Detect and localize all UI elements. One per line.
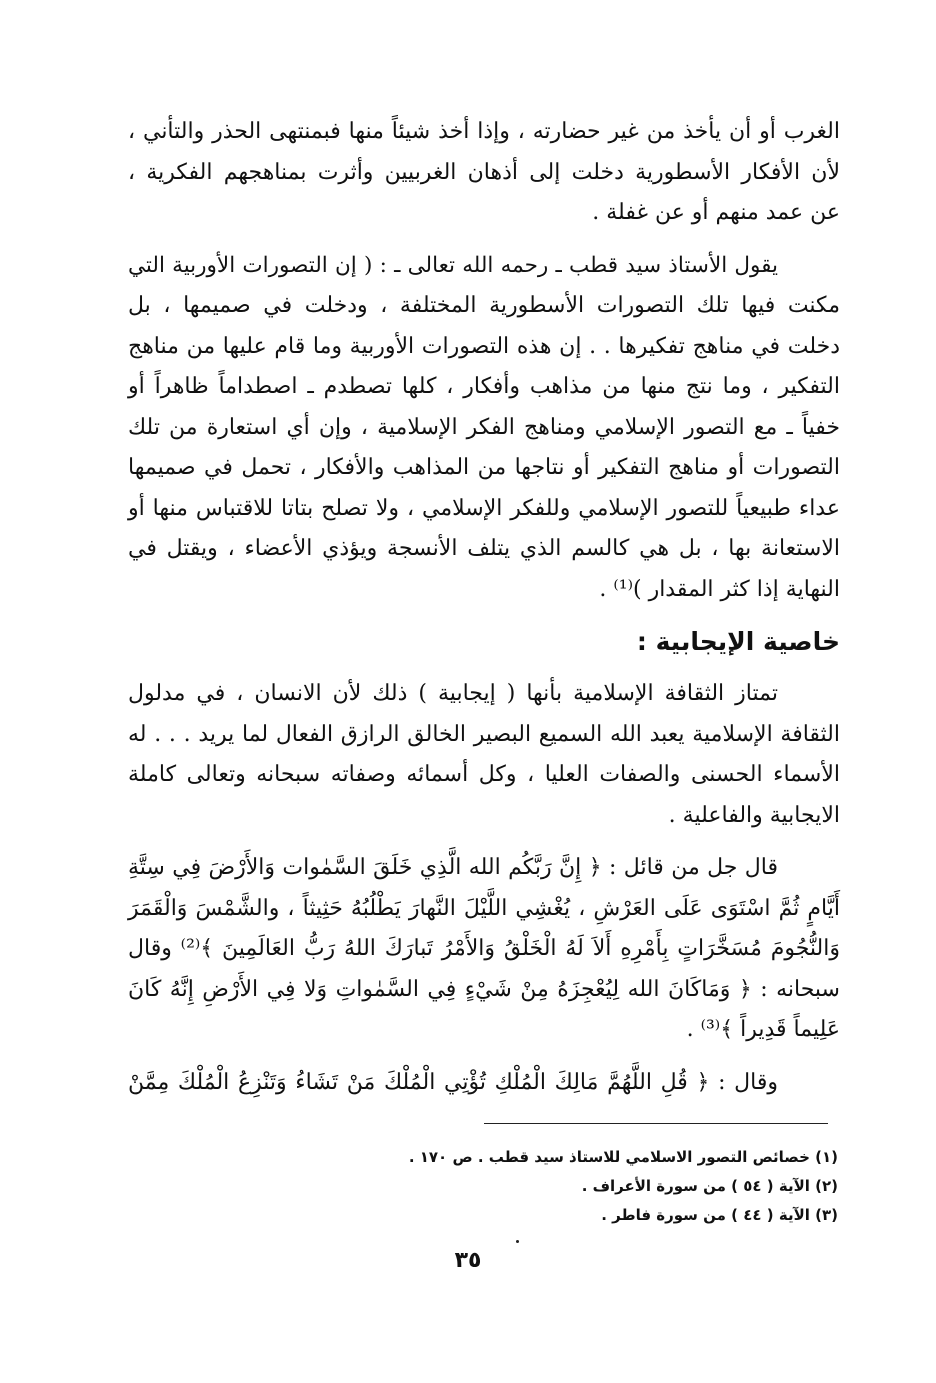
- text-line: عن عمد منهم أو عن غفلة .: [592, 200, 840, 225]
- footnote-3: (٣) الآية ( ٤٤ ) من سورة فاطر .: [601, 1206, 838, 1224]
- text-line: مكنت فيها تلك التصورات الأسطورية المختلفة ، ودخلت في صميمها ، بل: [128, 293, 840, 318]
- text-line: الاستعانة بها ، بل هي كالسم الذي يتلف الأنسجة ويؤذي الأعضاء ، ويقتل في: [128, 536, 840, 561]
- text-line: سبحانه : ﴿ وَمَاكَانَ الله لِيُعْجِزَهُ مِنْ شَيْءٍ فِي السَّمٰواتِ وَلا فِي الأَرْضِ إِنَّهُ كَانَ: [128, 976, 840, 1002]
- text-line: التفكير ، وما نتج منها من مذاهب وأفكار ، كلها تصطدم ـ اصطداماً ظاهراً أو: [128, 374, 840, 399]
- text-line: الثقافة الإسلامية يعبد الله السميع البصير الخالق الرازق الفعال لما يريد . . . له: [128, 721, 840, 747]
- footnotes: [138, 1143, 838, 1230]
- footnote-1: (١) خصائص التصور الاسلامي للاستاذ سيد قطب . ص ١٧٠ .: [408, 1148, 838, 1166]
- text-line: قال جل من قائل : ﴿ إِنَّ رَبَّكُم الله الَّذِي خَلَقَ السَّمٰوات وَالأَرْضَ فِي سِتَّةِ: [128, 855, 778, 880]
- text-line: الأسماء الحسنى والصفات العليا ، وكل أسمائه وصفاته سبحانه وتعالى كاملة: [128, 762, 840, 787]
- paragraph-4-verses: [128, 848, 840, 1051]
- footnote-separator: [484, 1123, 828, 1124]
- paragraph-3: [128, 674, 840, 836]
- text-line: لأن الأفكار الأسطورية دخلت إلى أذهان الغربيين وأثرت بمناهجهم الفكرية ،: [128, 159, 840, 185]
- text-line: وقال : ﴿ قُلِ اللَّهُمَّ مَالِكَ الْمُلْكِ تُؤْتِي الْمُلْكَ مَنْ تَشَاءُ وَتَنْزِعُ الْمُلْكَ مِمَّنْ: [128, 1069, 778, 1095]
- main-text: [128, 112, 840, 1103]
- text-line: دخلت في مناهج تفكيرها . . إن هذه التصورات الأوربية وما قام عليها من مناهج: [128, 333, 840, 359]
- text-line: وَالنُّجُومَ مُسَخَّرَاتٍ بِأَمْرِهِ أَلاَ لَهُ الْخَلْقُ وَالأَمْرُ تَبارَكَ اللهُ رَبُّ العَالَمِينَ ﴾⁽²⁾ وقال: [128, 936, 840, 961]
- text-line: النهاية إذا كثر المقدار )⁽¹⁾ .: [599, 576, 840, 602]
- text-line: عَلِيماً قَدِيراً ﴾⁽³⁾ .: [686, 1017, 840, 1042]
- section-heading: خاصية الإيجابية :: [636, 627, 840, 656]
- text-line: خفياً ـ مع التصور الإسلامي ومناهج الفكر الإسلامية ، وإن أي استعارة من تلك: [128, 414, 840, 440]
- paragraph-2-quote: [128, 246, 840, 611]
- paragraph-1: [128, 112, 840, 234]
- text-line: يقول الأستاذ سيد قطب ـ رحمه الله تعالى ـ : ( إن التصورات الأوربية التي: [128, 252, 778, 278]
- text-line: أَيَّامٍ ثُمَّ اسْتَوَى عَلَى العَرْشِ ، يُغْشِي اللَّيْلَ النَّهارَ يَطْلُبُهُ حَثِيثاً ، والشَّمْسَ وَالْقَمَرَ: [128, 895, 840, 921]
- paragraph-5-verse: [128, 1063, 840, 1104]
- text-line: تمتاز الثقافة الإسلامية بأنها ( إيجابية ) ذلك لأن الانسان ، في مدلول: [128, 681, 778, 706]
- text-line: عداء طبيعياً للتصور الإسلامي وللفكر الإسلامي ، ولا تصلح بتاتا للاقتباس منها أو: [128, 495, 840, 521]
- text-line: التصورات أو مناهج التفكير أو نتاجها من المذاهب والأفكار ، تحمل في صميمها: [128, 455, 840, 480]
- text-line: الغرب أو أن يأخذ من غير حضارته ، وإذا أخذ شيئاً منها فبمنتهى الحذر والتأني ،: [128, 119, 840, 144]
- footnote-2: (٢) الآية ( ٥٤ ) من سورة الأعراف .: [581, 1177, 838, 1195]
- page-number: ٣٥: [454, 1248, 482, 1273]
- print-speck: [516, 1240, 519, 1243]
- text-line: الايجابية والفاعلية .: [668, 802, 840, 828]
